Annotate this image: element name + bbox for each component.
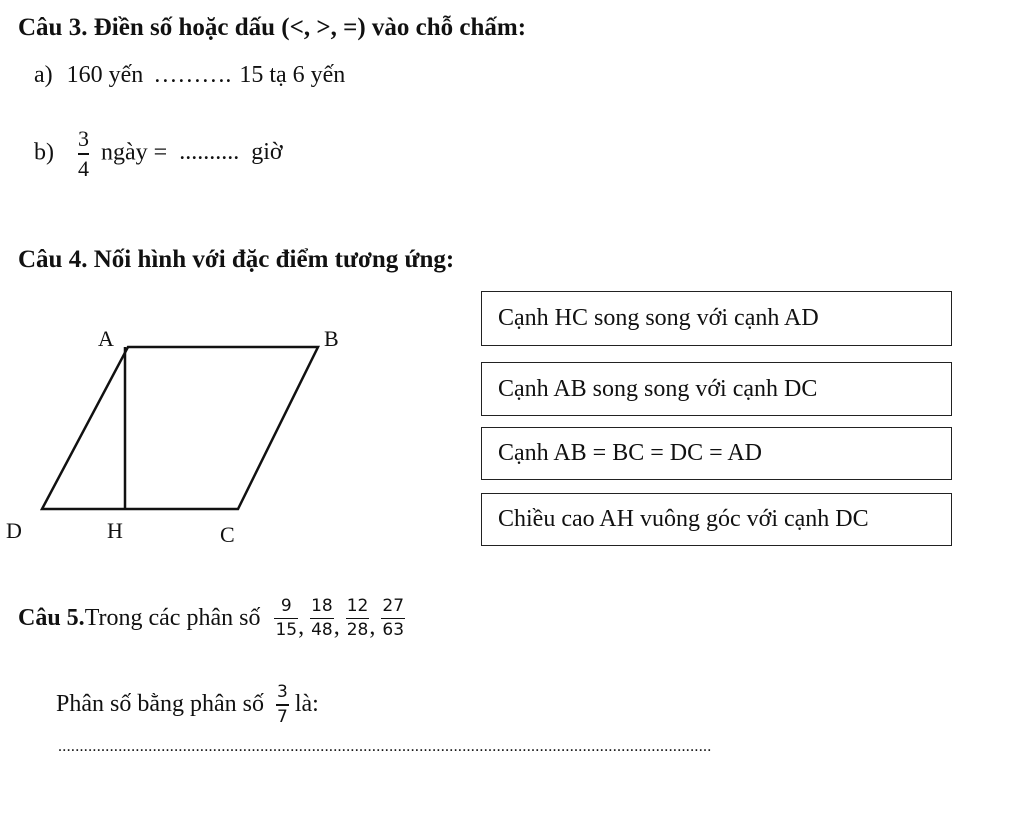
item-b-after: giờ: [251, 139, 283, 166]
question-pre: Phân số bằng phân số: [56, 691, 264, 718]
question-post: là:: [294, 691, 319, 718]
option-box-4[interactable]: [481, 493, 952, 546]
option-text-4: Chiều cao AH vuông góc với cạnh DC: [498, 506, 869, 532]
fraction-4: [381, 595, 405, 641]
option-box-1[interactable]: [481, 291, 952, 346]
fraction-3: [346, 595, 370, 641]
item-a-label: a): [34, 62, 53, 88]
vertex-label-C: C: [220, 522, 235, 547]
fraction-2-num: 18: [311, 595, 333, 616]
fraction-4-num: 27: [382, 595, 405, 616]
option-box-2[interactable]: [481, 362, 952, 416]
option-text-1: Cạnh HC song song với cạnh AD: [498, 305, 819, 331]
cau5-heading: [18, 596, 411, 641]
item-b-unit: ngày =: [101, 139, 168, 166]
fraction-2-den: 48: [311, 620, 333, 641]
question-fraction: [276, 684, 289, 726]
cau5-title-bold: Câu 5.: [18, 605, 85, 631]
sep-3: ,: [369, 614, 376, 640]
option-text-3: Cạnh AB = BC = DC = AD: [498, 440, 762, 466]
item-b-blank[interactable]: ..........: [179, 139, 240, 166]
item-b-denominator: 4: [78, 155, 89, 181]
option-text-2: Cạnh AB song song với cạnh DC: [498, 375, 818, 402]
vertex-label-A: A: [98, 326, 114, 351]
item-a-left: 160 yến: [66, 62, 144, 88]
question-fraction-num: 3: [276, 682, 288, 702]
item-a-right: 15 tạ 6 yến: [239, 62, 346, 88]
cau3-title-rest: . Điền số hoặc dấu (<, >, =) vào chỗ chấm:: [81, 14, 527, 41]
fraction-3-den: 28: [346, 620, 369, 641]
fraction-1-num: 9: [280, 595, 292, 616]
fraction-1: [274, 595, 298, 641]
vertex-label-H: H: [107, 518, 123, 543]
item-b-label: b): [34, 139, 54, 166]
sep-2: ,: [333, 614, 340, 640]
cau5-question: [56, 684, 319, 726]
vertex-label-D: D: [6, 518, 22, 543]
cau3-title-bold: Câu 3: [18, 14, 82, 41]
option-box-3[interactable]: [481, 427, 952, 480]
vertex-label-B: B: [324, 326, 339, 351]
cau5-title-rest: Trong các phân số: [84, 605, 261, 631]
question-fraction-den: 7: [276, 706, 288, 727]
fraction-3-num: 12: [346, 595, 369, 616]
fraction-4-den: 63: [382, 620, 405, 641]
fraction-1-den: 15: [275, 620, 298, 641]
sep-1: ,: [298, 614, 305, 640]
item-b-numerator: 3: [78, 126, 89, 151]
item-a-blank[interactable]: ……….: [153, 62, 232, 88]
answer-line[interactable]: ........................................................................................................................................................: [58, 738, 712, 755]
fraction-2: [310, 595, 334, 641]
cau4-heading: Câu 4. Nối hình với đặc điểm tương ứng:: [18, 246, 455, 273]
parallelogram-shape: [42, 347, 318, 509]
